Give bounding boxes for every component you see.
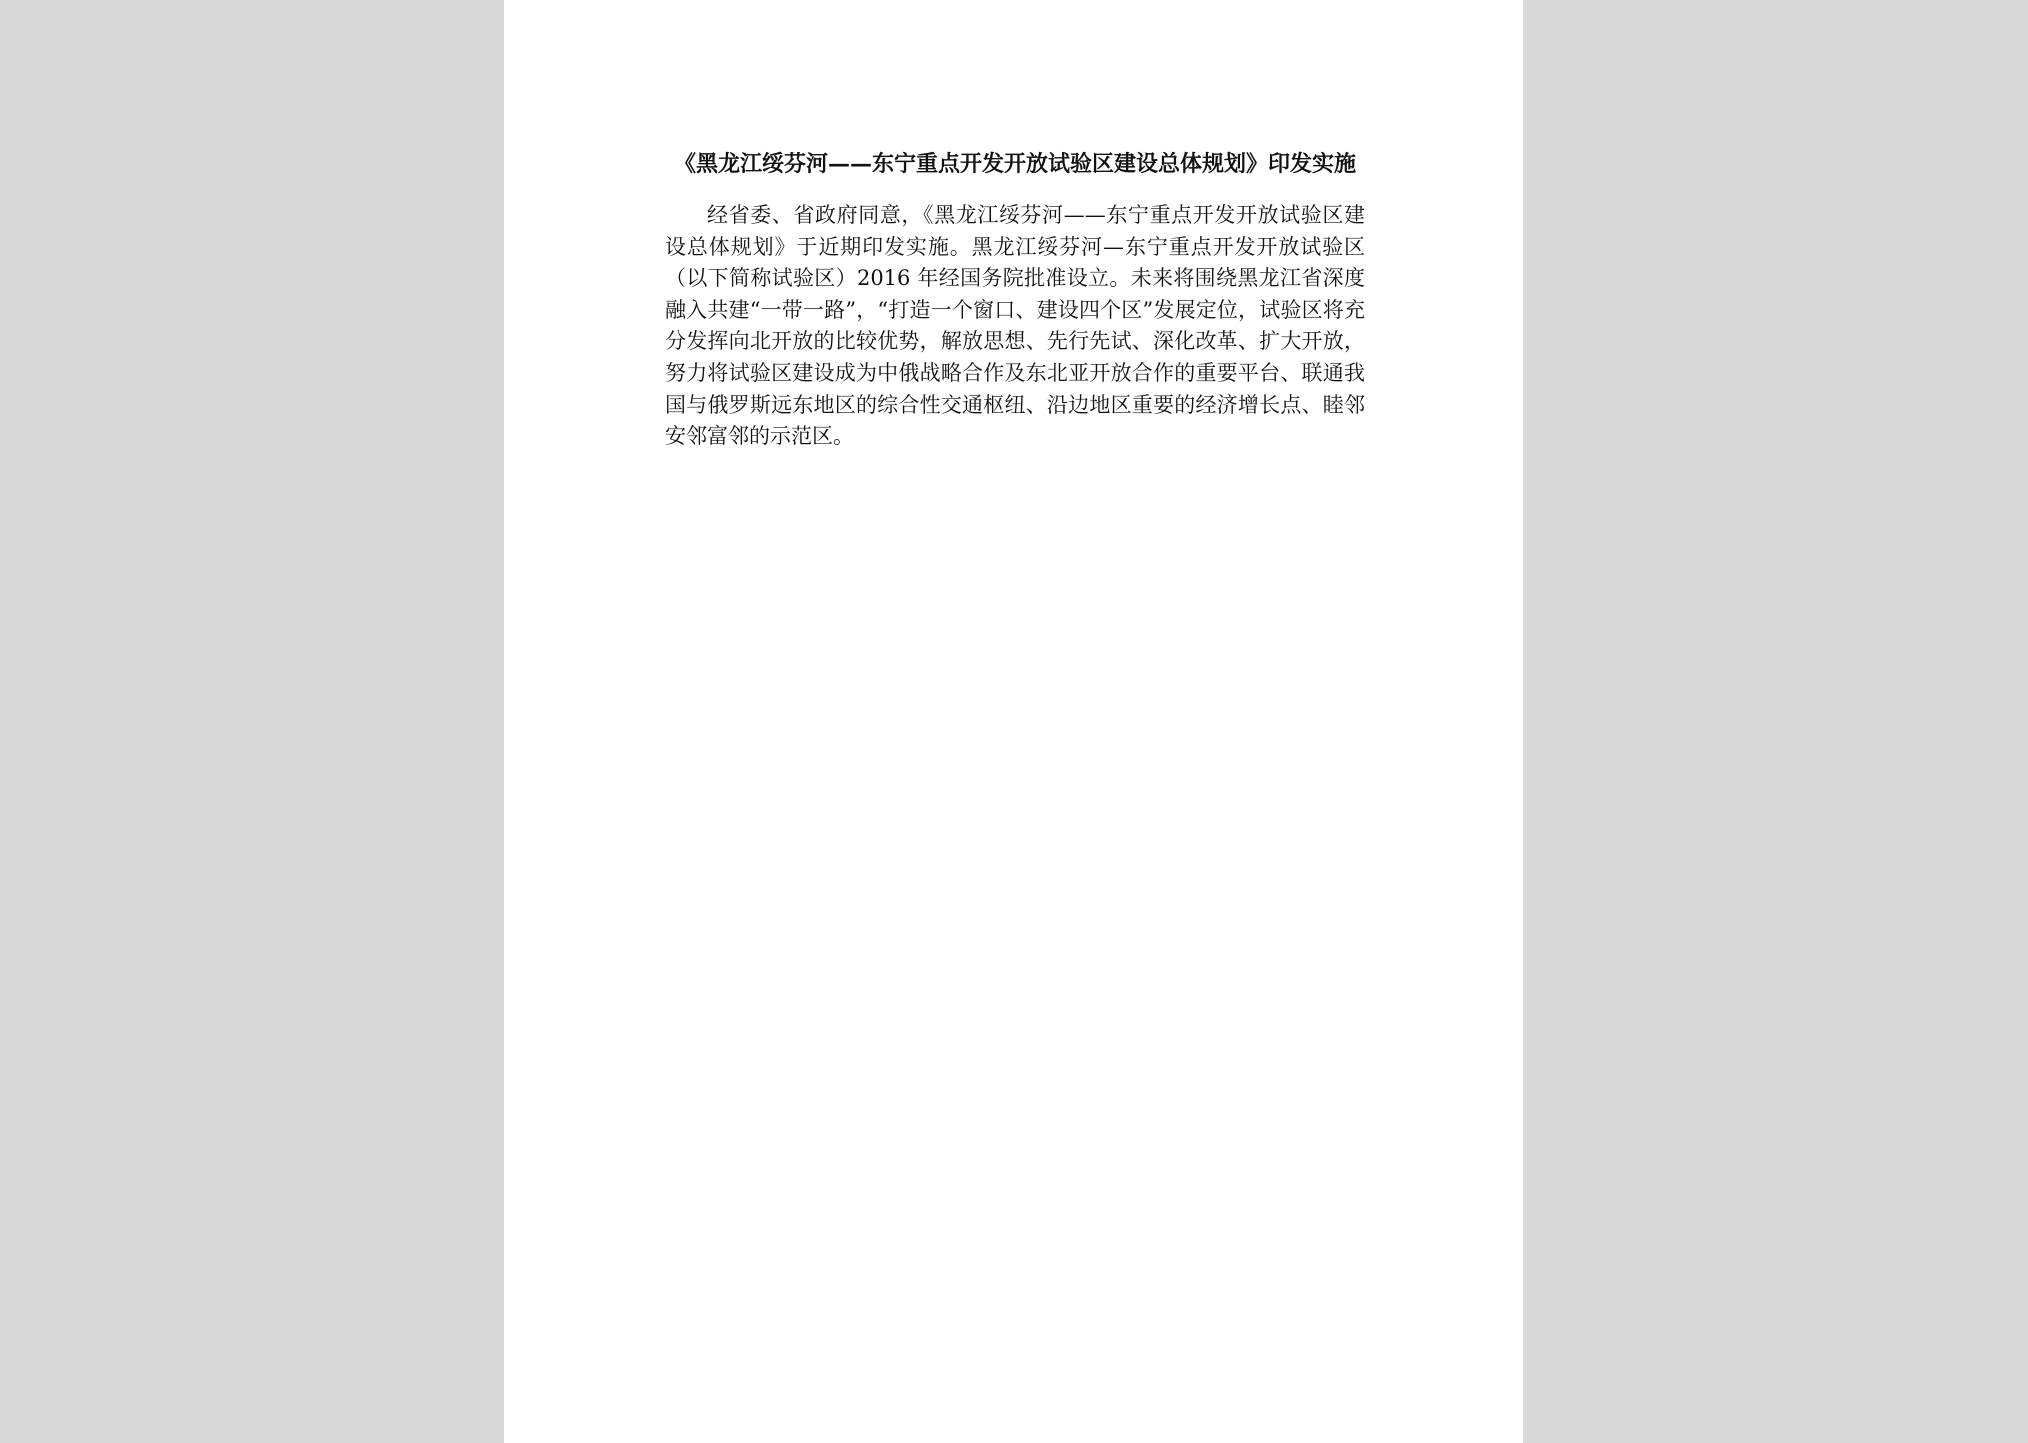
page-content: [665, 148, 1365, 453]
document-page: [504, 0, 1523, 1443]
document-title: 《黑龙江绥芬河——东宁重点开发开放试验区建设总体规划》印发实施: [673, 151, 1356, 177]
document-body-paragraph: 经省委、省政府同意，《黑龙江绥芬河——东宁重点开发开放试验区建设总体规划》于近期印发实施。黑龙江绥芬河—东宁重点开发开放试验区（以下简称试验区）2016 年经国务院批准设立。未来将围绕黑龙江省深度融入共建“一带一路”，“打造一个窗口、建设四个区”发展定位，试验区将充分发挥向北开放的比较优势，解放思想、先行先试、深化改革、扩大开放，努力将试验区建设成为中俄战略合作及东北亚开放合作的重要平台、联通我国与俄罗斯远东地区的综合性交通枢纽、沿边地区重要的经济增长点、睦邻安邻富邻的示范区。: [665, 203, 1365, 449]
